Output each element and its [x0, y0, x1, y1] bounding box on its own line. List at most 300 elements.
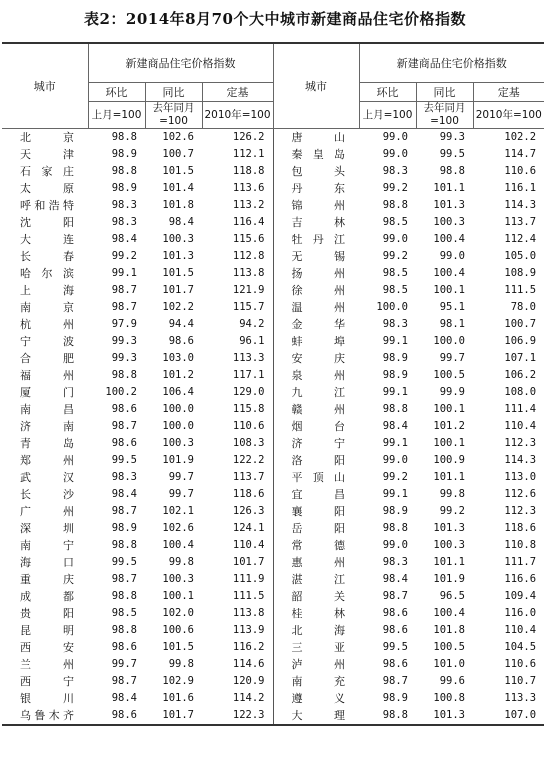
mom-value-left: 98.4: [111, 692, 137, 704]
fixed-base-value-left: 115.6: [232, 233, 265, 245]
city-name-left: 昆明: [20, 624, 74, 637]
city-name-left: 乌鲁木齐: [20, 709, 74, 722]
mom-value-left: 98.8: [111, 590, 137, 602]
mom-value-left: 99.7: [111, 658, 137, 670]
fixed-base-value-right: 113.0: [504, 471, 537, 483]
city-name-right: 北海: [273, 622, 359, 639]
header-fixed-base-right: 2010年=100: [473, 102, 544, 129]
city-name-right: 平顶山: [273, 469, 359, 486]
fixed-base-value-right: 106.9: [504, 335, 537, 347]
fixed-base-value-left: 110.4: [232, 539, 265, 551]
mom-value-left: 98.8: [111, 165, 137, 177]
table-row: [2, 214, 544, 231]
mom-value-right: 98.6: [382, 607, 408, 619]
table-row: [2, 367, 544, 384]
city-name-left: 沈阳: [20, 216, 74, 229]
fixed-base-value-left: 114.2: [232, 692, 265, 704]
mom-value-right: 99.0: [382, 539, 408, 551]
table-row: [2, 231, 544, 248]
fixed-base-value-right: 112.6: [504, 488, 537, 500]
yoy-value-left: 100.3: [162, 437, 194, 449]
mom-value-left: 98.7: [111, 675, 137, 687]
mom-value-right: 98.4: [382, 573, 408, 585]
mom-value-left: 98.7: [111, 301, 137, 313]
fixed-base-value-left: 111.9: [232, 573, 265, 585]
mom-value-right: 98.6: [382, 624, 408, 636]
fixed-base-value-right: 116.6: [504, 573, 537, 585]
mom-value-right: 99.1: [382, 488, 408, 500]
city-name-right: 秦皇岛: [273, 146, 359, 163]
fixed-base-value-left: 113.3: [232, 352, 265, 364]
yoy-value-right: 100.1: [433, 437, 465, 449]
mom-value-right: 98.8: [382, 709, 408, 721]
yoy-value-left: 102.9: [162, 675, 194, 687]
yoy-value-left: 101.6: [162, 692, 194, 704]
mom-value-left: 98.4: [111, 488, 137, 500]
table-row: [2, 452, 544, 469]
city-name-right: 襄阳: [273, 503, 359, 520]
yoy-value-left: 100.7: [162, 148, 194, 160]
fixed-base-value-right: 112.4: [504, 233, 537, 245]
city-name-left: 南京: [20, 301, 74, 314]
yoy-value-right: 99.8: [439, 488, 465, 500]
city-name-right: 泉州: [273, 367, 359, 384]
mom-value-left: 98.7: [111, 505, 137, 517]
city-name-right: 赣州: [273, 401, 359, 418]
mom-value-left: 99.2: [111, 250, 137, 262]
yoy-value-left: 98.6: [168, 335, 194, 347]
mom-value-left: 98.9: [111, 522, 137, 534]
fixed-base-value-right: 118.6: [504, 522, 537, 534]
yoy-value-right: 95.1: [439, 301, 465, 313]
mom-value-right: 98.7: [382, 590, 408, 602]
city-name-left: 银川: [20, 692, 74, 705]
header-fixed-base-left: 2010年=100: [202, 102, 273, 129]
table-header: [2, 43, 544, 129]
city-name-left: 西宁: [20, 675, 74, 688]
yoy-value-left: 94.4: [168, 318, 194, 330]
yoy-value-left: 101.7: [162, 284, 194, 296]
table-row: [2, 197, 544, 214]
fixed-base-value-right: 102.2: [504, 131, 537, 143]
fixed-base-value-right: 104.5: [504, 641, 537, 653]
mom-value-right: 98.5: [382, 216, 408, 228]
fixed-base-value-right: 114.7: [504, 148, 537, 160]
price-index-table: [2, 42, 544, 726]
mom-value-left: 99.1: [111, 267, 137, 279]
yoy-value-right: 101.0: [433, 658, 465, 670]
yoy-value-right: 99.9: [439, 386, 465, 398]
city-name-right: 温州: [273, 299, 359, 316]
fixed-base-value-right: 113.3: [504, 692, 537, 704]
yoy-value-left: 102.2: [162, 301, 194, 313]
city-name-left: 贵阳: [20, 607, 74, 620]
mom-value-right: 98.5: [382, 284, 408, 296]
city-name-right: 遵义: [273, 690, 359, 707]
fixed-base-value-left: 112.1: [232, 148, 265, 160]
city-name-left: 南昌: [20, 403, 74, 416]
fixed-base-value-left: 94.2: [239, 318, 265, 330]
fixed-base-value-left: 124.1: [232, 522, 265, 534]
fixed-base-value-left: 113.7: [232, 471, 265, 483]
mom-value-left: 98.9: [111, 148, 137, 160]
mom-value-left: 98.3: [111, 199, 137, 211]
header-mom-base-left: 上月=100: [88, 102, 145, 129]
yoy-value-right: 101.9: [433, 573, 465, 585]
yoy-value-right: 101.3: [433, 199, 465, 211]
fixed-base-value-right: 108.9: [504, 267, 537, 279]
table-row: [2, 282, 544, 299]
mom-value-right: 98.7: [382, 675, 408, 687]
mom-value-right: 98.3: [382, 318, 408, 330]
page-title: 表2：2014年8月70个大中城市新建商品住宅价格指数: [84, 10, 466, 28]
city-name-right: 济宁: [273, 435, 359, 452]
yoy-value-right: 100.4: [433, 607, 465, 619]
fixed-base-value-left: 126.3: [232, 505, 265, 517]
city-name-left: 深圳: [20, 522, 74, 535]
city-name-right: 九江: [273, 384, 359, 401]
table-row: [2, 401, 544, 418]
mom-value-right: 99.0: [382, 454, 408, 466]
yoy-value-left: 101.7: [162, 709, 194, 721]
city-name-left: 西安: [20, 641, 74, 654]
fixed-base-value-right: 100.7: [504, 318, 537, 330]
fixed-base-value-left: 110.6: [232, 420, 265, 432]
city-name-left: 哈尔滨: [20, 267, 74, 280]
mom-value-right: 99.5: [382, 641, 408, 653]
mom-value-left: 98.6: [111, 403, 137, 415]
city-name-left: 呼和浩特: [20, 199, 74, 212]
yoy-value-left: 101.5: [162, 267, 194, 279]
fixed-base-value-right: 105.0: [504, 250, 537, 262]
table-row: [2, 554, 544, 571]
fixed-base-value-right: 109.4: [504, 590, 537, 602]
city-name-right: 韶关: [273, 588, 359, 605]
mom-value-left: 99.5: [111, 454, 137, 466]
fixed-base-value-left: 117.1: [232, 369, 265, 381]
mom-value-right: 99.0: [382, 131, 408, 143]
yoy-value-left: 102.6: [162, 522, 194, 534]
city-name-right: 大理: [273, 707, 359, 725]
fixed-base-value-left: 113.8: [232, 267, 265, 279]
fixed-base-value-left: 115.7: [232, 301, 265, 313]
mom-value-right: 98.9: [382, 352, 408, 364]
table-row: [2, 673, 544, 690]
city-name-left: 合肥: [20, 352, 74, 365]
header-fixed-right: 定基: [473, 83, 544, 102]
city-name-right: 包头: [273, 163, 359, 180]
yoy-value-left: 101.3: [162, 250, 194, 262]
city-name-right: 唐山: [273, 129, 359, 147]
yoy-value-right: 100.3: [433, 216, 465, 228]
table-row: [2, 588, 544, 605]
mom-value-right: 99.2: [382, 182, 408, 194]
yoy-value-right: 100.1: [433, 403, 465, 415]
yoy-value-right: 98.1: [439, 318, 465, 330]
table-row: [2, 146, 544, 163]
yoy-value-left: 101.8: [162, 199, 194, 211]
yoy-value-right: 99.2: [439, 505, 465, 517]
fixed-base-value-right: 112.3: [504, 505, 537, 517]
table-row: [2, 350, 544, 367]
table-row: [2, 656, 544, 673]
yoy-value-left: 100.6: [162, 624, 194, 636]
yoy-value-right: 99.3: [439, 131, 465, 143]
city-name-right: 无锡: [273, 248, 359, 265]
city-name-left: 上海: [20, 284, 74, 297]
mom-value-right: 98.6: [382, 658, 408, 670]
fixed-base-value-right: 114.3: [504, 454, 537, 466]
mom-value-left: 98.7: [111, 284, 137, 296]
yoy-value-right: 100.5: [433, 369, 465, 381]
yoy-value-right: 101.8: [433, 624, 465, 636]
mom-value-left: 97.9: [111, 318, 137, 330]
fixed-base-value-right: 110.6: [504, 165, 537, 177]
mom-value-right: 99.2: [382, 471, 408, 483]
mom-value-right: 98.3: [382, 556, 408, 568]
yoy-value-right: 96.5: [439, 590, 465, 602]
fixed-base-value-right: 110.4: [504, 624, 537, 636]
city-name-right: 牡丹江: [273, 231, 359, 248]
fixed-base-value-left: 108.3: [232, 437, 265, 449]
yoy-value-right: 101.1: [433, 182, 465, 194]
fixed-base-value-left: 114.6: [232, 658, 265, 670]
table-row: [2, 384, 544, 401]
table-row: [2, 520, 544, 537]
table-row: [2, 299, 544, 316]
city-name-right: 三亚: [273, 639, 359, 656]
yoy-value-left: 102.0: [162, 607, 194, 619]
city-name-left: 海口: [20, 556, 74, 569]
yoy-value-left: 101.9: [162, 454, 194, 466]
table-row: [2, 265, 544, 282]
fixed-base-value-left: 101.7: [232, 556, 265, 568]
city-name-right: 湛江: [273, 571, 359, 588]
yoy-value-right: 100.1: [433, 284, 465, 296]
mom-value-left: 98.8: [111, 539, 137, 551]
yoy-value-right: 101.1: [433, 471, 465, 483]
yoy-value-right: 99.6: [439, 675, 465, 687]
city-name-left: 大连: [20, 233, 74, 246]
mom-value-right: 98.5: [382, 267, 408, 279]
header-city-left: 城市: [2, 43, 88, 129]
fixed-base-value-left: 118.8: [232, 165, 265, 177]
table-row: [2, 316, 544, 333]
mom-value-left: 98.4: [111, 233, 137, 245]
mom-value-right: 98.9: [382, 692, 408, 704]
yoy-value-right: 98.8: [439, 165, 465, 177]
header-mom-base-right: 上月=100: [359, 102, 416, 129]
table-row: [2, 503, 544, 520]
fixed-base-value-left: 122.3: [232, 709, 265, 721]
city-name-right: 丹东: [273, 180, 359, 197]
mom-value-left: 98.7: [111, 420, 137, 432]
yoy-value-left: 100.3: [162, 573, 194, 585]
yoy-value-left: 106.4: [162, 386, 194, 398]
city-name-left: 长沙: [20, 488, 74, 501]
yoy-value-right: 100.0: [433, 335, 465, 347]
fixed-base-value-left: 122.2: [232, 454, 265, 466]
city-name-left: 杭州: [20, 318, 74, 331]
mom-value-right: 98.9: [382, 369, 408, 381]
city-name-right: 惠州: [273, 554, 359, 571]
fixed-base-value-left: 121.9: [232, 284, 265, 296]
city-name-right: 吉林: [273, 214, 359, 231]
city-name-left: 重庆: [20, 573, 74, 586]
mom-value-left: 99.3: [111, 335, 137, 347]
fixed-base-value-right: 110.4: [504, 420, 537, 432]
fixed-base-value-left: 115.8: [232, 403, 265, 415]
yoy-value-right: 100.9: [433, 454, 465, 466]
fixed-base-value-left: 118.6: [232, 488, 265, 500]
header-yoy-base-left: 去年同月=100: [145, 102, 202, 129]
table-row: [2, 248, 544, 265]
city-name-right: 烟台: [273, 418, 359, 435]
mom-value-left: 98.8: [111, 131, 137, 143]
fixed-base-value-left: 126.2: [232, 131, 265, 143]
yoy-value-left: 102.1: [162, 505, 194, 517]
yoy-value-left: 99.8: [168, 556, 194, 568]
yoy-value-left: 100.1: [162, 590, 194, 602]
city-name-right: 扬州: [273, 265, 359, 282]
table-row: [2, 180, 544, 197]
mom-value-left: 98.8: [111, 624, 137, 636]
fixed-base-value-right: 111.5: [504, 284, 537, 296]
table-row: [2, 435, 544, 452]
mom-value-left: 98.6: [111, 709, 137, 721]
header-group-right: 新建商品住宅价格指数: [359, 43, 544, 83]
mom-value-right: 99.0: [382, 148, 408, 160]
city-name-left: 武汉: [20, 471, 74, 484]
header-group-left: 新建商品住宅价格指数: [88, 43, 273, 83]
yoy-value-right: 101.1: [433, 556, 465, 568]
mom-value-right: 98.8: [382, 199, 408, 211]
fixed-base-value-right: 110.8: [504, 539, 537, 551]
yoy-value-right: 100.3: [433, 539, 465, 551]
city-name-left: 青岛: [20, 437, 74, 450]
fixed-base-value-left: 116.4: [232, 216, 265, 228]
yoy-value-right: 101.3: [433, 522, 465, 534]
table-body: [2, 129, 544, 726]
fixed-base-value-right: 113.7: [504, 216, 537, 228]
city-name-left: 兰州: [20, 658, 74, 671]
header-fixed-left: 定基: [202, 83, 273, 102]
fixed-base-value-left: 129.0: [232, 386, 265, 398]
header-yoy-left: 同比: [145, 83, 202, 102]
mom-value-left: 99.3: [111, 352, 137, 364]
fixed-base-value-left: 113.2: [232, 199, 265, 211]
table-row: [2, 571, 544, 588]
table-row: [2, 418, 544, 435]
yoy-value-left: 101.4: [162, 182, 194, 194]
city-name-right: 金华: [273, 316, 359, 333]
yoy-value-left: 101.5: [162, 641, 194, 653]
fixed-base-value-right: 116.1: [504, 182, 537, 194]
table-row: [2, 469, 544, 486]
mom-value-right: 98.8: [382, 522, 408, 534]
mom-value-right: 99.1: [382, 437, 408, 449]
mom-value-left: 98.5: [111, 607, 137, 619]
yoy-value-left: 99.8: [168, 658, 194, 670]
table-row: [2, 690, 544, 707]
fixed-base-value-left: 96.1: [239, 335, 265, 347]
table-row: [2, 129, 544, 147]
city-name-left: 福州: [20, 369, 74, 382]
fixed-base-value-left: 113.8: [232, 607, 265, 619]
fixed-base-value-right: 116.0: [504, 607, 537, 619]
city-name-right: 洛阳: [273, 452, 359, 469]
mom-value-left: 98.6: [111, 641, 137, 653]
city-name-right: 岳阳: [273, 520, 359, 537]
yoy-value-left: 100.3: [162, 233, 194, 245]
yoy-value-left: 99.7: [168, 488, 194, 500]
table-row: [2, 486, 544, 503]
fixed-base-value-right: 111.4: [504, 403, 537, 415]
city-name-left: 太原: [20, 182, 74, 195]
city-name-right: 锦州: [273, 197, 359, 214]
mom-value-right: 98.8: [382, 403, 408, 415]
mom-value-left: 100.2: [105, 386, 137, 398]
fixed-base-value-right: 110.6: [504, 658, 537, 670]
table-row: [2, 333, 544, 350]
city-name-left: 石家庄: [20, 165, 74, 178]
mom-value-right: 99.2: [382, 250, 408, 262]
yoy-value-right: 101.2: [433, 420, 465, 432]
city-name-right: 徐州: [273, 282, 359, 299]
mom-value-left: 98.6: [111, 437, 137, 449]
city-name-left: 南宁: [20, 539, 74, 552]
yoy-value-left: 98.4: [168, 216, 194, 228]
city-name-left: 天津: [20, 148, 74, 161]
city-name-right: 蚌埠: [273, 333, 359, 350]
fixed-base-value-right: 108.0: [504, 386, 537, 398]
city-name-right: 安庆: [273, 350, 359, 367]
yoy-value-left: 101.2: [162, 369, 194, 381]
mom-value-right: 98.3: [382, 165, 408, 177]
fixed-base-value-right: 111.7: [504, 556, 537, 568]
yoy-value-right: 100.5: [433, 641, 465, 653]
mom-value-left: 98.7: [111, 573, 137, 585]
yoy-value-right: 99.0: [439, 250, 465, 262]
city-name-right: 泸州: [273, 656, 359, 673]
city-name-right: 桂林: [273, 605, 359, 622]
header-mom-left: 环比: [88, 83, 145, 102]
fixed-base-value-left: 111.5: [232, 590, 265, 602]
mom-value-right: 98.9: [382, 505, 408, 517]
mom-value-right: 99.1: [382, 335, 408, 347]
yoy-value-right: 100.4: [433, 233, 465, 245]
mom-value-left: 98.3: [111, 471, 137, 483]
fixed-base-value-right: 78.0: [510, 301, 537, 313]
fixed-base-value-left: 116.2: [232, 641, 265, 653]
yoy-value-left: 100.0: [162, 403, 194, 415]
city-name-right: 常德: [273, 537, 359, 554]
mom-value-left: 98.9: [111, 182, 137, 194]
city-name-left: 北京: [20, 131, 74, 144]
yoy-value-left: 99.7: [168, 471, 194, 483]
city-name-left: 长春: [20, 250, 74, 263]
yoy-value-right: 101.3: [433, 709, 465, 721]
fixed-base-value-right: 106.2: [504, 369, 537, 381]
table-row: [2, 163, 544, 180]
yoy-value-right: 100.4: [433, 267, 465, 279]
fixed-base-value-left: 113.9: [232, 624, 265, 636]
yoy-value-right: 100.8: [433, 692, 465, 704]
mom-value-left: 98.8: [111, 369, 137, 381]
yoy-value-right: 99.7: [439, 352, 465, 364]
city-name-left: 济南: [20, 420, 74, 433]
city-name-left: 广州: [20, 505, 74, 518]
